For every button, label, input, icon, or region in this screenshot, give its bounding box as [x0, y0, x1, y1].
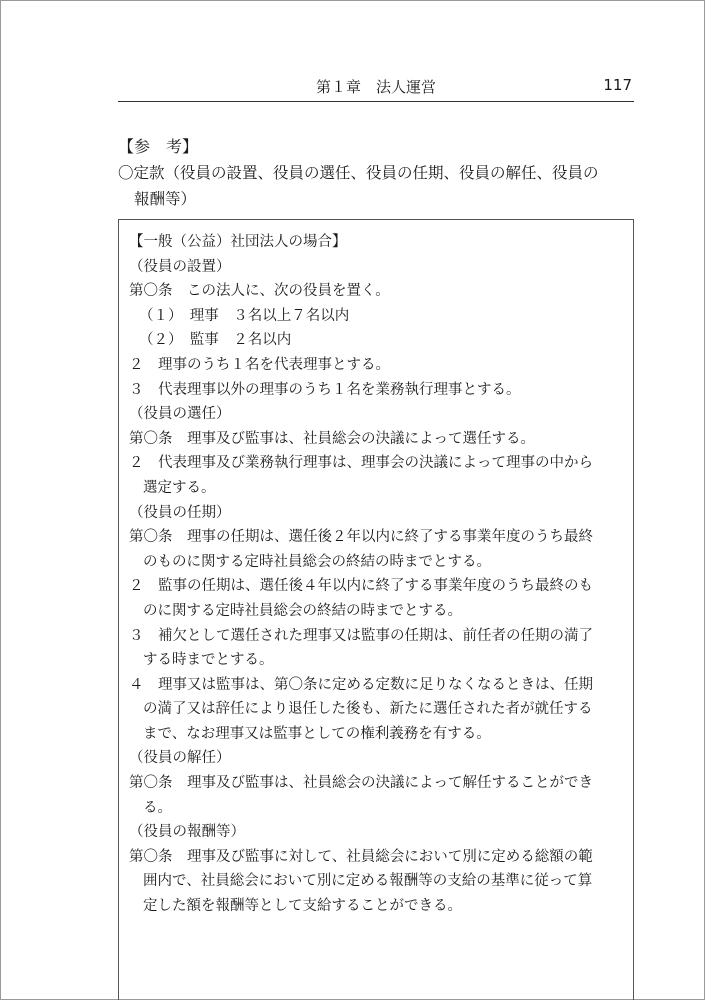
article-line: ２ 理事のうち１名を代表理事とする。	[129, 356, 390, 373]
article-line: （１） 理事 ３名以上７名以内	[139, 307, 350, 324]
reference-intro-line-2: 報酬等）	[134, 190, 197, 208]
article-line: （役員の設置）	[129, 258, 231, 275]
article-line: ３ 補欠として選任された理事又は監事の任期は、前任者の任期の満了	[129, 627, 593, 644]
article-line: 第〇条 理事の任期は、選任後２年以内に終了する事業年度のうち最終	[129, 529, 593, 546]
article-line: 第〇条 理事及び監事に対して、社員総会において別に定める総額の範	[129, 848, 593, 865]
article-line: ２ 監事の任期は、選任後４年以内に終了する事業年度のうち最終のも	[129, 578, 593, 595]
article-line: ４ 理事又は監事は、第〇条に定める定数に足りなくなるときは、任期	[129, 676, 593, 693]
article-line: （役員の解任）	[129, 750, 231, 767]
header-divider	[118, 101, 634, 102]
article-line: のに関する定時社員総会の終結の時までとする。	[143, 602, 462, 619]
article-line: る。	[143, 799, 172, 816]
article-line: 囲内で、社員総会において別に定める報酬等の支給の基準に従って算	[143, 873, 593, 890]
article-line: まで、なお理事又は監事としての権利義務を有する。	[143, 725, 491, 742]
article-line: ３ 代表理事以外の理事のうち１名を業務執行理事とする。	[129, 381, 521, 398]
article-line: 第〇条 この法人に、次の役員を置く。	[129, 283, 390, 300]
article-line: （２） 監事 ２名以内	[139, 332, 292, 349]
article-line: （役員の任期）	[129, 504, 231, 521]
article-line: 第〇条 理事及び監事は、社員総会の決議によって解任することができ	[129, 775, 593, 792]
article-line: （役員の報酬等）	[129, 824, 245, 841]
article-line: 選定する。	[143, 479, 216, 496]
article-line: 第〇条 理事及び監事は、社員総会の決議によって選任する。	[129, 430, 535, 447]
article-line: の満了又は辞任により退任した後も、新たに選任された者が就任する	[143, 701, 593, 718]
articles-box	[118, 219, 634, 1000]
articles-text	[129, 230, 625, 919]
article-line: （役員の選任）	[129, 406, 231, 423]
article-line: する時までとする。	[143, 652, 274, 669]
reference-heading: 【参 考】	[118, 137, 199, 156]
running-header	[118, 74, 634, 100]
article-line: ２ 代表理事及び業務執行理事は、理事会の決議によって理事の中から	[129, 455, 593, 472]
reference-intro-line-1: 〇定款（役員の設置、役員の選任、役員の任期、役員の解任、役員の	[118, 164, 599, 182]
reference-intro	[118, 160, 636, 212]
article-line: 定した額を報酬等として支給することができる。	[143, 898, 462, 915]
article-line: のものに関する定時社員総会の終結の時までとする。	[143, 553, 491, 570]
page-number: 117	[603, 76, 632, 94]
chapter-title: 第１章 法人運営	[315, 78, 436, 96]
article-line: 【一般（公益）社団法人の場合】	[129, 234, 347, 250]
